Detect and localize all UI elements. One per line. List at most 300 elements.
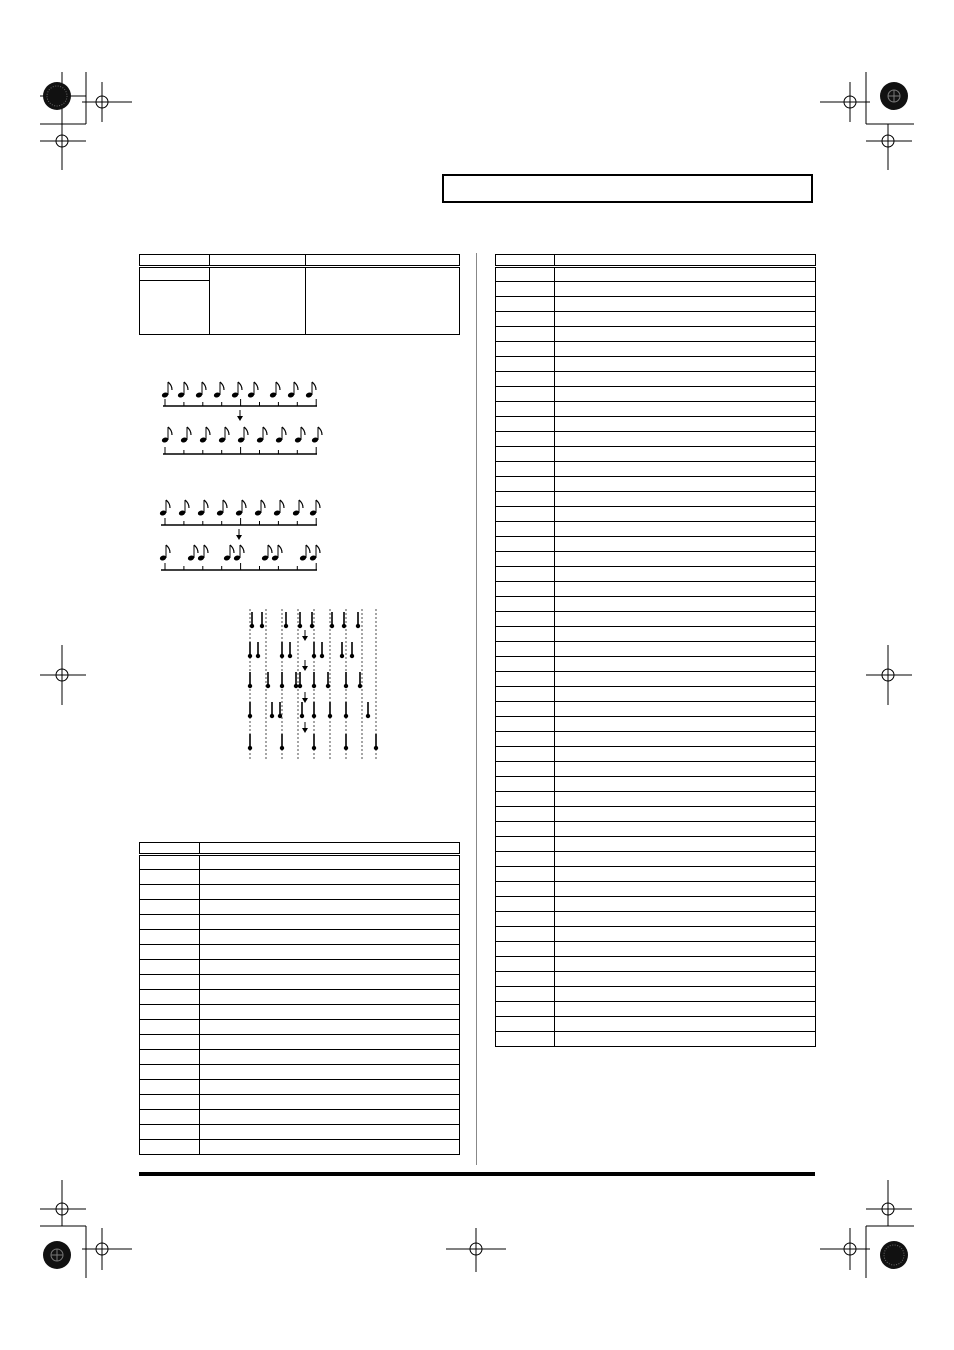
table-cell: [555, 342, 816, 357]
table-row: [496, 267, 816, 282]
table-row: [496, 432, 816, 447]
note-event-icon: [350, 642, 354, 658]
note-event-icon: [248, 702, 252, 718]
table-row: [140, 1140, 460, 1155]
table-cell: [306, 267, 460, 335]
table-row: [496, 1032, 816, 1047]
eighth-note-icon: [256, 427, 267, 443]
crosshair-target: [820, 82, 870, 122]
eighth-note-icon: [161, 382, 172, 398]
table-cell: [140, 885, 200, 900]
table-row: [496, 867, 816, 882]
arrow-down-icon: [302, 692, 308, 703]
note-event-icon: [344, 702, 348, 718]
table-cell: [140, 1065, 200, 1080]
registration-disc: [43, 82, 71, 110]
eighth-note-icon: [271, 545, 282, 561]
crosshair-target: [446, 1228, 506, 1272]
table-row: [140, 990, 460, 1005]
table-cell: [555, 792, 816, 807]
table-cell: [555, 747, 816, 762]
header-cell: [140, 843, 200, 855]
arrow-down-icon: [236, 529, 242, 540]
table-row: [496, 417, 816, 432]
eighth-note-icon: [159, 500, 170, 516]
footer-rule: [139, 1172, 815, 1176]
table-cell: [140, 900, 200, 915]
table-cell: [555, 897, 816, 912]
table-header-row: [140, 843, 460, 855]
eighth-note-icon: [216, 500, 227, 516]
crosshair-target: [820, 1228, 870, 1270]
eighth-note-icon: [287, 382, 298, 398]
table-cell: [496, 957, 555, 972]
table-cell: [555, 867, 816, 882]
table-cell: [200, 1095, 460, 1110]
table-cell: [496, 732, 555, 747]
note-row-original: [159, 500, 320, 516]
table-cell: [200, 900, 460, 915]
table-row: [140, 1020, 460, 1035]
table-row: [496, 1017, 816, 1032]
table-row: [140, 885, 460, 900]
table-row: [496, 837, 816, 852]
table-row: [496, 897, 816, 912]
table-cell: [555, 282, 816, 297]
note-event-icon: [330, 612, 334, 628]
table-cell: [140, 1080, 200, 1095]
table-cell: [200, 1140, 460, 1155]
header-cell: [496, 255, 555, 267]
table-cell: [496, 792, 555, 807]
table-cell: [555, 642, 816, 657]
registration-disc: [880, 82, 908, 110]
table-header-row: [496, 255, 816, 267]
table-row: [496, 702, 816, 717]
table-cell: [496, 852, 555, 867]
table-cell: [140, 960, 200, 975]
table-cell: [200, 960, 460, 975]
crosshair-target: [40, 124, 86, 170]
table-cell: [496, 927, 555, 942]
table-row: [140, 1035, 460, 1050]
table-cell: [496, 597, 555, 612]
table-cell: [555, 327, 816, 342]
table-row: [496, 972, 816, 987]
table-cell: [140, 1125, 200, 1140]
table-cell: [555, 762, 816, 777]
table-row: [496, 927, 816, 942]
table-row: [496, 627, 816, 642]
table-row: [496, 732, 816, 747]
table-row: [140, 1095, 460, 1110]
crosshair-target: [40, 1180, 86, 1226]
note-event-icon: [280, 734, 284, 750]
table-row: [496, 642, 816, 657]
table-cell: [140, 930, 200, 945]
eighth-note-icon: [199, 427, 210, 443]
eighth-note-icon: [218, 427, 229, 443]
table-cell: [496, 717, 555, 732]
beat-ruler: [161, 563, 317, 570]
note-event-icon: [248, 642, 252, 658]
table-cell: [200, 1020, 460, 1035]
note-event-icon: [300, 702, 304, 718]
parameter-table: [139, 254, 460, 335]
arrow-down-icon: [237, 410, 243, 421]
table-row: [496, 387, 816, 402]
eighth-note-icon: [235, 500, 246, 516]
note-event-icon: [374, 734, 378, 750]
table-cell: [555, 702, 816, 717]
table-cell: [200, 1080, 460, 1095]
table-cell: [496, 1032, 555, 1047]
table-row: [496, 882, 816, 897]
note-event-icon: [320, 642, 324, 658]
table-cell: [140, 1050, 200, 1065]
table-cell: [496, 627, 555, 642]
table-row: [140, 945, 460, 960]
table-cell: [555, 657, 816, 672]
left-list-table: [139, 842, 460, 1155]
table-cell: [496, 912, 555, 927]
table-cell: [496, 477, 555, 492]
table-row: [496, 807, 816, 822]
table-row: [140, 855, 460, 870]
table-cell: [496, 882, 555, 897]
table-row: [140, 1110, 460, 1125]
table-cell: [496, 567, 555, 582]
table-cell: [200, 945, 460, 960]
table-cell: [140, 1020, 200, 1035]
table-cell: [496, 417, 555, 432]
table-row: [140, 975, 460, 990]
note-quantize-diagram-1: [155, 378, 355, 468]
table-cell: [555, 822, 816, 837]
table-header-row: [140, 255, 460, 267]
eighth-note-icon: [273, 500, 284, 516]
note-event-icon: [328, 702, 332, 718]
beat-ruler: [163, 447, 317, 454]
table-row: [496, 597, 816, 612]
table-cell: [496, 747, 555, 762]
table-cell: [200, 855, 460, 870]
table-row: [140, 1005, 460, 1020]
table-cell: [496, 972, 555, 987]
note-event-icon: [312, 734, 316, 750]
note-event-icon: [326, 672, 330, 688]
table-cell: [496, 867, 555, 882]
note-event-icon: [288, 642, 292, 658]
table-cell: [555, 447, 816, 462]
table-cell: [496, 522, 555, 537]
eighth-note-icon: [237, 427, 248, 443]
note-row-original: [161, 382, 316, 398]
table-row: [496, 777, 816, 792]
table-cell: [200, 885, 460, 900]
table-row: [140, 1125, 460, 1140]
table-row: [496, 552, 816, 567]
table-cell: [200, 915, 460, 930]
note-event-icon: [312, 672, 316, 688]
table-cell: [200, 975, 460, 990]
table-cell: [496, 537, 555, 552]
table-row: [496, 1002, 816, 1017]
header-cell: [140, 255, 210, 267]
note-event-icon: [280, 672, 284, 688]
table-cell: [555, 927, 816, 942]
eighth-note-icon: [233, 545, 244, 561]
table-cell: [555, 837, 816, 852]
table-cell: [140, 1035, 200, 1050]
table-cell: [555, 687, 816, 702]
table-cell: [555, 882, 816, 897]
eighth-note-icon: [180, 427, 191, 443]
table-cell: [555, 1002, 816, 1017]
eighth-note-icon: [269, 382, 280, 398]
eighth-note-icon: [223, 545, 234, 561]
right-list-table: [495, 254, 816, 1047]
eighth-note-icon: [261, 545, 272, 561]
table-cell: [496, 312, 555, 327]
table-cell: [555, 717, 816, 732]
table-cell: [496, 612, 555, 627]
note-event-icon: [298, 672, 302, 688]
crosshair-target: [82, 82, 132, 122]
table-cell: [140, 855, 200, 870]
table-cell: [555, 612, 816, 627]
table-cell: [555, 942, 816, 957]
table-cell: [496, 777, 555, 792]
table-cell: [496, 897, 555, 912]
registration-disc: [43, 1241, 71, 1269]
table-cell: [496, 552, 555, 567]
table-cell: [555, 912, 816, 927]
table-cell: [555, 417, 816, 432]
table-cell: [496, 1017, 555, 1032]
eighth-note-icon: [178, 500, 189, 516]
beat-ruler: [163, 399, 317, 406]
table-row: [140, 930, 460, 945]
table-cell: [555, 537, 816, 552]
table-cell: [555, 387, 816, 402]
note-row-swing: [159, 545, 320, 561]
header-cell: [200, 843, 460, 855]
table-cell: [140, 1140, 200, 1155]
eighth-note-icon: [294, 427, 305, 443]
table-cell: [555, 582, 816, 597]
eighth-note-icon: [311, 427, 322, 443]
table-row: [496, 942, 816, 957]
eighth-note-icon: [231, 382, 242, 398]
eighth-note-icon: [197, 545, 208, 561]
eighth-note-icon: [254, 500, 265, 516]
crosshair-target: [866, 1180, 912, 1226]
note-event-icon: [278, 702, 282, 718]
table-cell: [200, 1050, 460, 1065]
table-cell: [496, 702, 555, 717]
note-event-icon: [256, 642, 260, 658]
table-row: [496, 507, 816, 522]
table-cell: [496, 582, 555, 597]
note-event-icon: [342, 612, 346, 628]
table-cell: [140, 975, 200, 990]
table-cell: [140, 267, 210, 281]
note-event-icon: [312, 642, 316, 658]
table-cell: [496, 642, 555, 657]
table-cell: [140, 945, 200, 960]
table-cell: [555, 477, 816, 492]
table-cell: [496, 462, 555, 477]
section-title-box: [442, 174, 813, 203]
table-row: [496, 567, 816, 582]
table-cell: [496, 492, 555, 507]
note-event-icon: [260, 612, 264, 628]
table-row: [496, 372, 816, 387]
eighth-note-icon: [299, 545, 310, 561]
table-cell: [496, 687, 555, 702]
table-cell: [555, 987, 816, 1002]
table-cell: [496, 327, 555, 342]
eighth-note-icon: [213, 382, 224, 398]
table-row: [496, 537, 816, 552]
eighth-note-icon: [247, 382, 258, 398]
note-event-icon: [250, 612, 254, 628]
table-cell: [140, 1005, 200, 1020]
table-cell: [555, 627, 816, 642]
header-cell: [210, 255, 306, 267]
arrow-down-icon: [302, 630, 308, 641]
note-event-icon: [366, 702, 370, 718]
table-cell: [496, 432, 555, 447]
table-row: [496, 357, 816, 372]
table-cell: [200, 1005, 460, 1020]
table-row: [496, 612, 816, 627]
crosshair-target: [866, 124, 912, 170]
table-cell: [496, 447, 555, 462]
table-cell: [140, 915, 200, 930]
table-cell: [140, 990, 200, 1005]
table-cell: [555, 957, 816, 972]
eighth-note-icon: [305, 382, 316, 398]
note-event-icon: [344, 672, 348, 688]
table-row: [496, 297, 816, 312]
table-row: [496, 492, 816, 507]
table-row: [496, 912, 816, 927]
crosshair-target: [866, 645, 912, 705]
table-row: [496, 447, 816, 462]
table-cell: [496, 342, 555, 357]
table-cell: [555, 312, 816, 327]
eighth-note-icon: [197, 500, 208, 516]
table-cell: [140, 1110, 200, 1125]
note-event-icon: [310, 612, 314, 628]
table-cell: [496, 807, 555, 822]
table-row: [496, 402, 816, 417]
arrow-down-icon: [302, 660, 308, 671]
note-event-icon: [280, 642, 284, 658]
table-cell: [555, 807, 816, 822]
note-event-icon: [248, 672, 252, 688]
table-row: [496, 477, 816, 492]
table-cell: [496, 1002, 555, 1017]
note-quantize-diagram-2: [155, 494, 355, 579]
note-event-icon: [266, 672, 270, 688]
note-event-icon: [340, 642, 344, 658]
table-row: [496, 747, 816, 762]
table-cell: [496, 987, 555, 1002]
note-event-icon: [270, 702, 274, 718]
table-row: [140, 960, 460, 975]
note-event-icon: [344, 734, 348, 750]
table-cell: [555, 462, 816, 477]
note-event-icon: [298, 612, 302, 628]
table-cell: [496, 402, 555, 417]
table-cell: [555, 777, 816, 792]
table-cell: [555, 552, 816, 567]
eighth-note-icon: [292, 500, 303, 516]
table-cell: [496, 387, 555, 402]
table-row: [496, 717, 816, 732]
table-cell: [140, 1095, 200, 1110]
table-cell: [555, 597, 816, 612]
table-cell: [496, 282, 555, 297]
table-cell: [555, 297, 816, 312]
table-cell: [555, 267, 816, 282]
table-cell: [200, 990, 460, 1005]
note-event-icon: [248, 734, 252, 750]
eighth-note-icon: [177, 382, 188, 398]
table-cell: [200, 870, 460, 885]
arrow-down-icon: [302, 722, 308, 733]
table-cell: [555, 567, 816, 582]
table-row: [496, 582, 816, 597]
table-row: [140, 1065, 460, 1080]
table-row: [496, 852, 816, 867]
eighth-note-icon: [195, 382, 206, 398]
eighth-note-icon: [309, 500, 320, 516]
crosshair-target: [40, 645, 86, 705]
eighth-note-icon: [161, 427, 172, 443]
table-cell: [555, 507, 816, 522]
registration-disc: [880, 1241, 908, 1269]
table-cell: [200, 930, 460, 945]
table-cell: [140, 870, 200, 885]
table-row: [140, 915, 460, 930]
table-cell: [496, 507, 555, 522]
table-cell: [496, 837, 555, 852]
timing-grid-diagram: [240, 604, 390, 764]
table-cell: [555, 522, 816, 537]
table-row: [496, 342, 816, 357]
eighth-note-icon: [187, 545, 198, 561]
eighth-note-icon: [309, 545, 320, 561]
table-cell: [140, 281, 210, 335]
table-cell: [496, 657, 555, 672]
table-cell: [210, 267, 306, 335]
table-row: [496, 687, 816, 702]
table-row: [496, 792, 816, 807]
table-row: [496, 462, 816, 477]
table-row: [140, 900, 460, 915]
table-cell: [496, 297, 555, 312]
table-row: [140, 1050, 460, 1065]
table-row: [496, 312, 816, 327]
table-row: [496, 822, 816, 837]
table-row: [496, 522, 816, 537]
table-cell: [496, 672, 555, 687]
table-cell: [496, 267, 555, 282]
